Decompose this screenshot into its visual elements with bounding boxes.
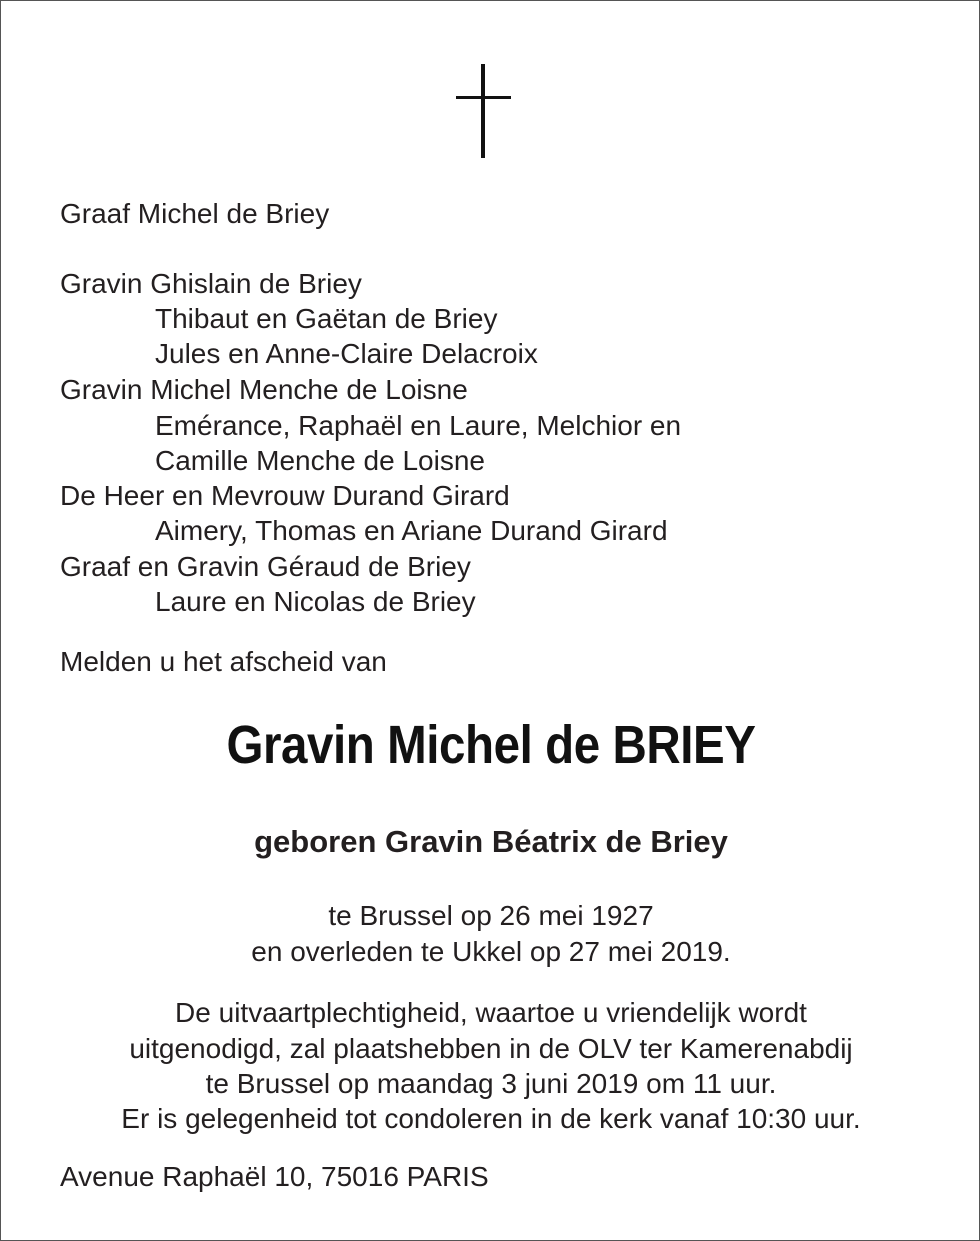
family-line-1: Gravin Ghislain de Briey bbox=[60, 268, 362, 299]
family-line-9: Graaf en Gravin Géraud de Briey bbox=[60, 551, 471, 582]
birth-name: geboren Gravin Béatrix de Briey bbox=[254, 824, 728, 859]
ceremony-line-1: De uitvaartplechtigheid, waartoe u vriendelijk wordt bbox=[175, 997, 807, 1028]
family-line-10: Laure en Nicolas de Briey bbox=[155, 586, 476, 617]
family-line-8: Aimery, Thomas en Ariane Durand Girard bbox=[155, 515, 668, 546]
cross-vertical-bar bbox=[481, 64, 485, 158]
ceremony-line-4: Er is gelegenheid tot condoleren in de kerk vanaf 10:30 uur. bbox=[121, 1103, 861, 1134]
death-date-line: en overleden te Ukkel op 27 mei 2019. bbox=[251, 936, 731, 967]
family-line-2: Thibaut en Gaëtan de Briey bbox=[155, 303, 498, 334]
family-line-3: Jules en Anne-Claire Delacroix bbox=[155, 338, 538, 369]
family-line-5: Emérance, Raphaël en Laure, Melchior en bbox=[155, 410, 682, 441]
family-line-6: Camille Menche de Loisne bbox=[155, 445, 485, 476]
announcement-text: Melden u het afscheid van bbox=[60, 646, 387, 677]
cross-horizontal-bar bbox=[456, 96, 511, 99]
ceremony-line-2: uitgenodigd, zal plaatshebben in de OLV ter Kamerenabdij bbox=[129, 1033, 853, 1064]
family-line-7: De Heer en Mevrouw Durand Girard bbox=[60, 480, 510, 511]
family-line-4: Gravin Michel Menche de Loisne bbox=[60, 374, 468, 405]
ceremony-line-3: te Brussel op maandag 3 juni 2019 om 11 uur. bbox=[205, 1068, 777, 1099]
first-mourner: Graaf Michel de Briey bbox=[60, 198, 330, 229]
cross-icon bbox=[456, 64, 511, 158]
birth-date-line: te Brussel op 26 mei 1927 bbox=[328, 900, 654, 931]
deceased-name: Gravin Michel de BRIEY bbox=[226, 715, 756, 775]
address: Avenue Raphaël 10, 75016 PARIS bbox=[60, 1161, 489, 1192]
